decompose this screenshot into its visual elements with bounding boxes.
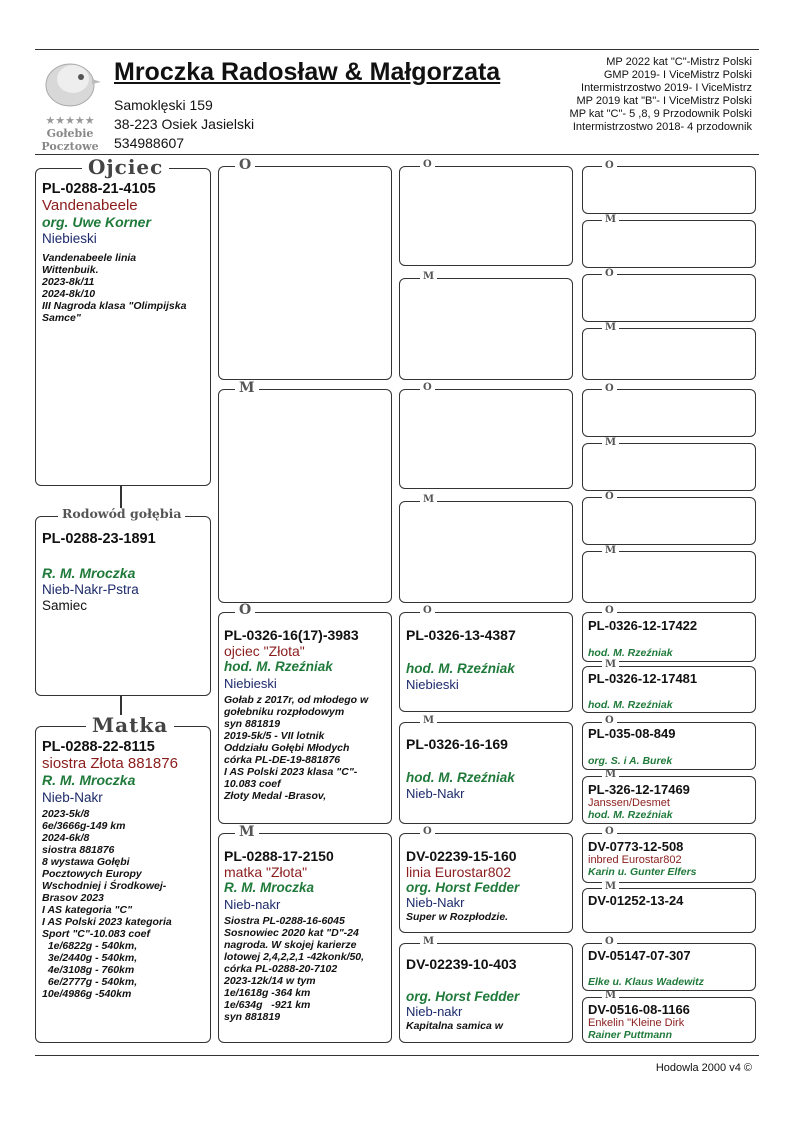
g4-empty-card[interactable] — [582, 274, 756, 322]
mm-owner: R. M. Mroczka — [224, 880, 315, 895]
father-father-card[interactable] — [218, 166, 392, 380]
g4-owner: Rainer Puttmann — [588, 1029, 673, 1041]
label-m: M — [420, 272, 437, 282]
g4-empty-card[interactable] — [582, 497, 756, 545]
mother-note: siostra 881876 — [42, 844, 115, 856]
achievement: GMP 2019- I ViceMistrz Polski — [603, 69, 752, 81]
mother-note: 1e/6822g - 540km, — [42, 940, 138, 952]
label-o: O — [235, 158, 255, 172]
mother-owner: R. M. Mroczka — [42, 772, 136, 788]
label-m: M — [420, 716, 437, 726]
mff-color: Niebieski — [406, 677, 459, 692]
mf-name: ojciec "Złota" — [224, 643, 305, 659]
mother-note: Sport "C"-10.083 coef — [42, 928, 150, 940]
mf-note: gołebniku rozpłodowym — [224, 706, 345, 718]
g4-name: Janssen/Desmet — [588, 797, 670, 809]
label-o: O — [602, 269, 617, 279]
mfm-card[interactable] — [399, 722, 573, 824]
label-o: O — [602, 492, 617, 502]
ffb-card[interactable] — [399, 278, 573, 380]
father-note: Vandenabeele linia — [42, 252, 137, 264]
father-note: Wittenbuik. — [42, 264, 99, 276]
pigeon-head-icon — [35, 55, 105, 111]
label-o: O — [602, 606, 617, 616]
achievement: MP kat "C"- 5 ,8, 9 Przodownik Polski — [569, 108, 752, 120]
subject-owner: R. M. Mroczka — [42, 565, 136, 581]
label-o: O — [420, 383, 435, 393]
father-note: 2024-8k/10 — [42, 288, 96, 300]
g4-card[interactable] — [582, 722, 756, 770]
label-m: M — [235, 381, 259, 395]
mf-owner: hod. M. Rzeźniak — [224, 659, 333, 674]
mother-note: 2023-5k/8 — [42, 808, 90, 820]
mmf-owner: org. Horst Fedder — [406, 880, 520, 895]
father-note: 2023-8k/11 — [42, 276, 95, 288]
father-ring: PL-0288-21-4105 — [42, 181, 156, 197]
mother-ring: PL-0288-22-8115 — [42, 739, 155, 755]
mother-note: I AS kategoria "C" — [42, 904, 133, 916]
mm-ring: PL-0288-17-2150 — [224, 848, 334, 864]
phone: 534988607 — [114, 135, 185, 151]
mf-note: syn 881819 — [224, 718, 281, 730]
logo-stars: ★★★★★ — [45, 115, 95, 127]
mother-note: Pocztowych Europy — [42, 868, 142, 880]
mother-color: Nieb-Nakr — [42, 790, 103, 805]
g4-ring: PL-0326-12-17422 — [588, 618, 698, 633]
address-line-1: Samoklęski 159 — [114, 97, 213, 113]
mother-mother-card[interactable] — [218, 833, 392, 1043]
mf-color: Niebieski — [224, 676, 277, 691]
achievement: Intermistrzostwo 2018- 4 przodownik — [572, 121, 752, 133]
mother-note: 10e/4986g -540km — [42, 988, 132, 1000]
father-owner: org. Uwe Korner — [42, 214, 151, 230]
g4-owner: org. S. i A. Burek — [588, 755, 673, 767]
g4-card[interactable] — [582, 943, 756, 991]
mother-note: 2024-6k/8 — [42, 832, 90, 844]
mother-name: siostra Złota 881876 — [42, 755, 178, 772]
label-m: M — [235, 825, 259, 839]
address-line-2: 38-223 Osiek Jasielski — [114, 116, 255, 132]
logo-text-2: Pocztowe — [41, 140, 99, 153]
achievements — [570, 56, 752, 134]
label-m: M — [420, 937, 437, 947]
mm-note: 1e/1618g -364 km — [224, 987, 311, 999]
g4-empty-card[interactable] — [582, 166, 756, 214]
label-o: O — [602, 937, 617, 947]
subject-label: Rodowód gołębia — [58, 508, 185, 521]
mmm-ring: DV-02239-10-403 — [406, 956, 517, 972]
mmm-note: Kapitalna samica w — [406, 1020, 503, 1032]
mother-note: 8 wystawa Gołębi — [42, 856, 130, 868]
breeder-name: Mroczka Radosław & Małgorzata — [114, 58, 501, 86]
mmf-card[interactable] — [399, 833, 573, 933]
label-o: O — [420, 606, 435, 616]
g4-owner: Elke u. Klaus Wadewitz — [588, 976, 704, 988]
father-color: Niebieski — [42, 231, 97, 246]
g4-card[interactable] — [582, 888, 756, 933]
g4-name: inbred Eurostar802 — [588, 854, 682, 866]
mm-note: 1e/634g -921 km — [224, 999, 311, 1011]
g4-owner: Karin u. Gunter Elfers — [588, 866, 697, 878]
mff-owner: hod. M. Rzeźniak — [406, 661, 515, 676]
g4-card[interactable] — [582, 666, 756, 713]
g4-ring: PL-326-12-17469 — [588, 782, 690, 797]
label-o: O — [420, 827, 435, 837]
subject-ring: PL-0288-23-1891 — [42, 531, 156, 547]
mother-note: 4e/3108g - 760km — [42, 964, 135, 976]
footer-credit: Hodowla 2000 v4 © — [655, 1062, 752, 1074]
father-card[interactable] — [35, 168, 211, 486]
g4-empty-card[interactable] — [582, 551, 756, 603]
g4-ring: PL-035-08-849 — [588, 726, 676, 741]
mother-father-card[interactable] — [218, 612, 392, 824]
mmf-note: Super w Rozpłodzie. — [406, 911, 509, 923]
mfm-owner: hod. M. Rzeźniak — [406, 770, 515, 785]
ffa-card[interactable] — [399, 166, 573, 266]
mmm-owner: org. Horst Fedder — [406, 989, 520, 1004]
subject-sex: Samiec — [42, 598, 88, 613]
mfm-color: Nieb-Nakr — [406, 786, 465, 801]
mm-note: Sosnowiec 2020 kat "D"-24 — [224, 927, 359, 939]
mother-note: Brasov 2023 — [42, 892, 104, 904]
subject-color: Nieb-Nakr-Pstra — [42, 582, 139, 597]
mf-note: I AS Polski 2023 klasa "C"- — [224, 766, 358, 778]
label-o: O — [602, 827, 617, 837]
mff-ring: PL-0326-13-4387 — [406, 627, 516, 643]
g4-owner: hod. M. Rzeźniak — [588, 699, 673, 711]
mmm-color: Nieb-nakr — [406, 1004, 463, 1019]
fmb-card[interactable] — [399, 501, 573, 603]
father-note: Samce" — [42, 312, 81, 324]
father-label: Ojciec — [82, 157, 169, 177]
label-m: M — [602, 215, 619, 225]
subject-card[interactable] — [35, 516, 211, 696]
mother-note: 6e/2777g - 540km, — [42, 976, 138, 988]
mother-label: Matka — [86, 715, 174, 735]
g4-ring: DV-0773-12-508 — [588, 839, 684, 854]
g4-empty-card[interactable] — [582, 328, 756, 380]
achievement: MP 2019 kat "B"- I ViceMistrz Polski — [576, 95, 752, 107]
mother-card[interactable] — [35, 726, 211, 1043]
label-m: M — [602, 546, 619, 556]
label-m: M — [602, 438, 619, 448]
g4-owner: hod. M. Rzeźniak — [588, 647, 673, 659]
label-o: O — [602, 384, 617, 394]
g4-card[interactable] — [582, 612, 756, 662]
mf-note: 2019-5k/5 - VII lotnik — [224, 730, 325, 742]
father-mother-card[interactable] — [218, 389, 392, 603]
mmf-color: Nieb-Nakr — [406, 895, 465, 910]
g4-empty-card[interactable] — [582, 443, 756, 491]
mf-note: córka PL-DE-19-881876 — [224, 754, 341, 766]
mmf-name: linia Eurostar802 — [406, 864, 512, 880]
fma-card[interactable] — [399, 389, 573, 489]
mf-note: Oddziału Gołębi Młodych — [224, 742, 350, 754]
label-m: M — [602, 991, 619, 1001]
g4-owner: hod. M. Rzeźniak — [588, 809, 673, 821]
mm-note: córka PL-0288-20-7102 — [224, 963, 338, 975]
mother-note: I AS Polski 2023 kategoria — [42, 916, 172, 928]
mmf-ring: DV-02239-15-160 — [406, 848, 517, 864]
mff-card[interactable] — [399, 612, 573, 712]
achievement: MP 2022 kat "C"-Mistrz Polski — [606, 56, 752, 68]
mfm-ring: PL-0326-16-169 — [406, 736, 508, 752]
mm-note: syn 881819 — [224, 1011, 281, 1023]
label-o: O — [602, 716, 617, 726]
label-m: M — [420, 495, 437, 505]
mm-note: Siostra PL-0288-16-6045 — [224, 915, 345, 927]
logo-text-1: Gołebie — [46, 127, 94, 140]
logo — [35, 55, 105, 151]
mm-note: lotowej 2,4,2,2,1 -42konk/50, — [224, 951, 365, 963]
mf-note: 10.083 coef — [224, 778, 281, 790]
mm-name: matka "Złota" — [224, 864, 308, 880]
achievement: Intermistrzostwo 2019- I ViceMistrz — [581, 82, 752, 94]
mmm-card[interactable] — [399, 943, 573, 1043]
g4-card[interactable] — [582, 833, 756, 883]
label-o: O — [420, 160, 435, 170]
g4-ring: PL-0326-12-17481 — [588, 671, 698, 686]
mother-note: 3e/2440g - 540km, — [42, 952, 138, 964]
mm-note: 2023-12k/14 w tym — [224, 975, 316, 987]
father-name: Vandenabeele — [42, 197, 138, 214]
label-m: M — [602, 660, 619, 670]
father-note: III Nagroda klasa "Olimpijska — [42, 300, 187, 312]
label-m: M — [602, 770, 619, 780]
label-m: M — [602, 323, 619, 333]
label-o: O — [235, 603, 255, 617]
g4-ring: DV-0516-08-1166 — [588, 1002, 690, 1017]
label-o: O — [602, 161, 617, 171]
g4-empty-card[interactable] — [582, 220, 756, 268]
label-m: M — [602, 882, 619, 892]
mf-note: Gołab z 2017r, od młodego w — [224, 694, 369, 706]
g4-ring: DV-05147-07-307 — [588, 948, 691, 963]
g4-ring: DV-01252-13-24 — [588, 893, 684, 908]
mm-note: nagroda. W skojej karierze — [224, 939, 357, 951]
mf-ring: PL-0326-16(17)-3983 — [224, 627, 359, 643]
mother-note: Wschodniej i Środkowej- — [42, 880, 167, 892]
g4-card[interactable] — [582, 776, 756, 824]
g4-empty-card[interactable] — [582, 389, 756, 437]
mother-note: 6e/3666g-149 km — [42, 820, 126, 832]
mf-note: Złoty Medal -Brasov, — [224, 790, 327, 802]
mm-color: Nieb-nakr — [224, 897, 281, 912]
g4-name: Enkelin "Kleine Dirk — [588, 1017, 685, 1029]
g4-card[interactable] — [582, 997, 756, 1043]
